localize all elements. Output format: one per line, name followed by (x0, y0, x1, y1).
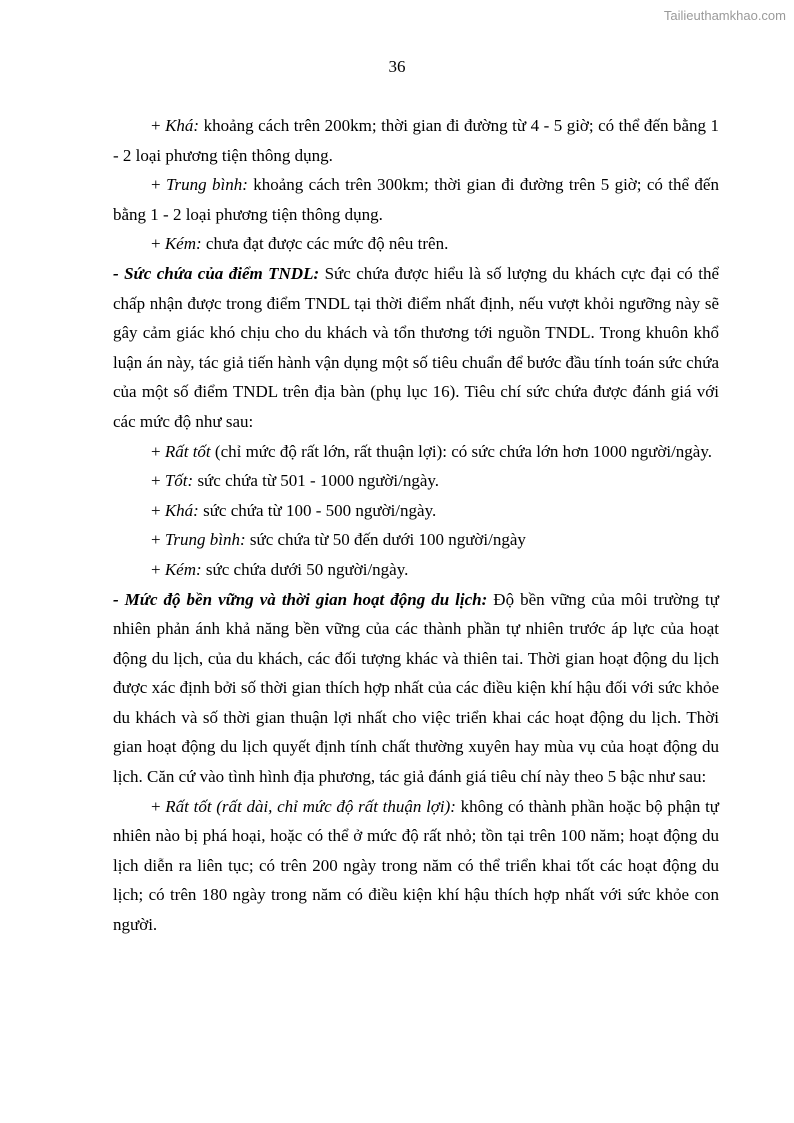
criterion-label: Kém: (164, 234, 202, 254)
document-body (113, 111, 719, 940)
criterion-label: Kém: (164, 559, 202, 579)
criterion-kha-distance (113, 111, 719, 170)
bullet: + (151, 500, 165, 520)
criterion-label: Tốt: (164, 471, 194, 491)
section-text: Độ bền vững của môi trường tự nhiên phản ánh khả năng bền vững của các thành phần tự nhiên trước áp lực của hoạt động du lịch, của du khách, các đối tượng khác và thiên tai. Thời gian hoạt động du lịch được xác định bởi số thời gian thích hợp nhất của các điều kiện khí hậu đối với sức khỏe du khách và số thời gian thuận lợi nhất cho việc triển khai các hoạt động du lịch. Thời gian hoạt động du lịch quyết định tính chất thường xuyên hay mùa vụ của hoạt động du lịch. Căn cứ vào tình hình địa phương, tác giả đánh giá tiêu chí này theo 5 bậc như sau: (113, 589, 719, 787)
section-heading: - Mức độ bền vững và thời gian hoạt động du lịch: (113, 589, 488, 609)
criterion-rat-tot-capacity (113, 437, 719, 467)
watermark-text: Tailieuthamkhao.com (663, 8, 786, 23)
section-heading: - Sức chứa của điểm TNDL: (113, 263, 320, 283)
bullet: + (151, 116, 166, 135)
criterion-tot-capacity (113, 466, 719, 496)
criterion-label: Rất tốt (164, 441, 211, 461)
criterion-kha-capacity (113, 496, 719, 526)
criterion-text: khoảng cách trên 200km; thời gian đi đường từ 4 - 5 giờ; có thể đến bằng 1 - 2 loại phương tiện thông dụng. (113, 116, 719, 165)
section-sustainability (113, 585, 719, 792)
criterion-label: Khá: (164, 500, 199, 520)
criterion-trung-binh-capacity (113, 525, 719, 555)
criterion-text: sức chứa từ 501 - 1000 người/ngày. (193, 471, 440, 491)
bullet: + (151, 234, 165, 254)
bullet: + (151, 471, 165, 491)
bullet: + (151, 441, 165, 461)
criterion-text: sức chứa dưới 50 người/ngày. (201, 559, 409, 579)
criterion-text: sức chứa từ 50 đến dưới 100 người/ngày (245, 530, 526, 550)
criterion-kem-capacity (113, 555, 719, 585)
criterion-label: Khá: (165, 116, 200, 135)
criterion-label: Rất tốt (rất dài, chỉ mức độ rất thuận lợi): (165, 796, 456, 816)
criterion-trung-binh-distance (113, 170, 719, 229)
section-capacity (113, 259, 719, 437)
criterion-kem-distance (113, 229, 719, 259)
criterion-text: sức chứa từ 100 - 500 người/ngày. (198, 500, 437, 520)
bullet: + (151, 559, 165, 579)
criterion-label: Trung bình: (164, 530, 246, 550)
criterion-label: Trung bình: (165, 175, 248, 195)
criterion-text: chưa đạt được các mức độ nêu trên. (201, 234, 449, 254)
criterion-text: khoảng cách trên 300km; thời gian đi đường trên 5 giờ; có thể đến bằng 1 - 2 loại phương tiện thông dụng. (113, 175, 719, 224)
bullet: + (151, 175, 166, 195)
bullet: + (151, 796, 166, 816)
criterion-text: (chỉ mức độ rất lớn, rất thuận lợi): có sức chứa lớn hơn 1000 người/ngày. (210, 441, 712, 461)
page-number: 36 (388, 57, 406, 76)
criterion-text: không có thành phần hoặc bộ phận tự nhiên nào bị phá hoại, hoặc có thể ở mức độ rất nhỏ; tồn tại trên 100 năm; hoạt động du lịch diễn ra liên tục; có trên 200 ngày trong năm có thể triển khai tốt các hoạt động du lịch; có trên 180 ngày trong năm có điều kiện khí hậu thích hợp nhất với sức khỏe con người. (113, 796, 720, 935)
bullet: + (151, 530, 165, 550)
section-text: Sức chứa được hiểu là số lượng du khách cực đại có thể chấp nhận được trong điểm TNDL tại thời điểm nhất định, nếu vượt khỏi ngưỡng này sẽ gây cảm giác khó chịu cho du khách và tổn thương tới nguồn TNDL. Trong khuôn khổ luận án này, tác giả tiến hành vận dụng một số tiêu chuẩn để bước đầu tính toán sức chứa của một số điểm TNDL trên địa bàn (phụ lục 16). Tiêu chí sức chứa được đánh giá với các mức độ như sau: (113, 263, 719, 431)
criterion-rat-tot-sustainability (113, 792, 719, 940)
